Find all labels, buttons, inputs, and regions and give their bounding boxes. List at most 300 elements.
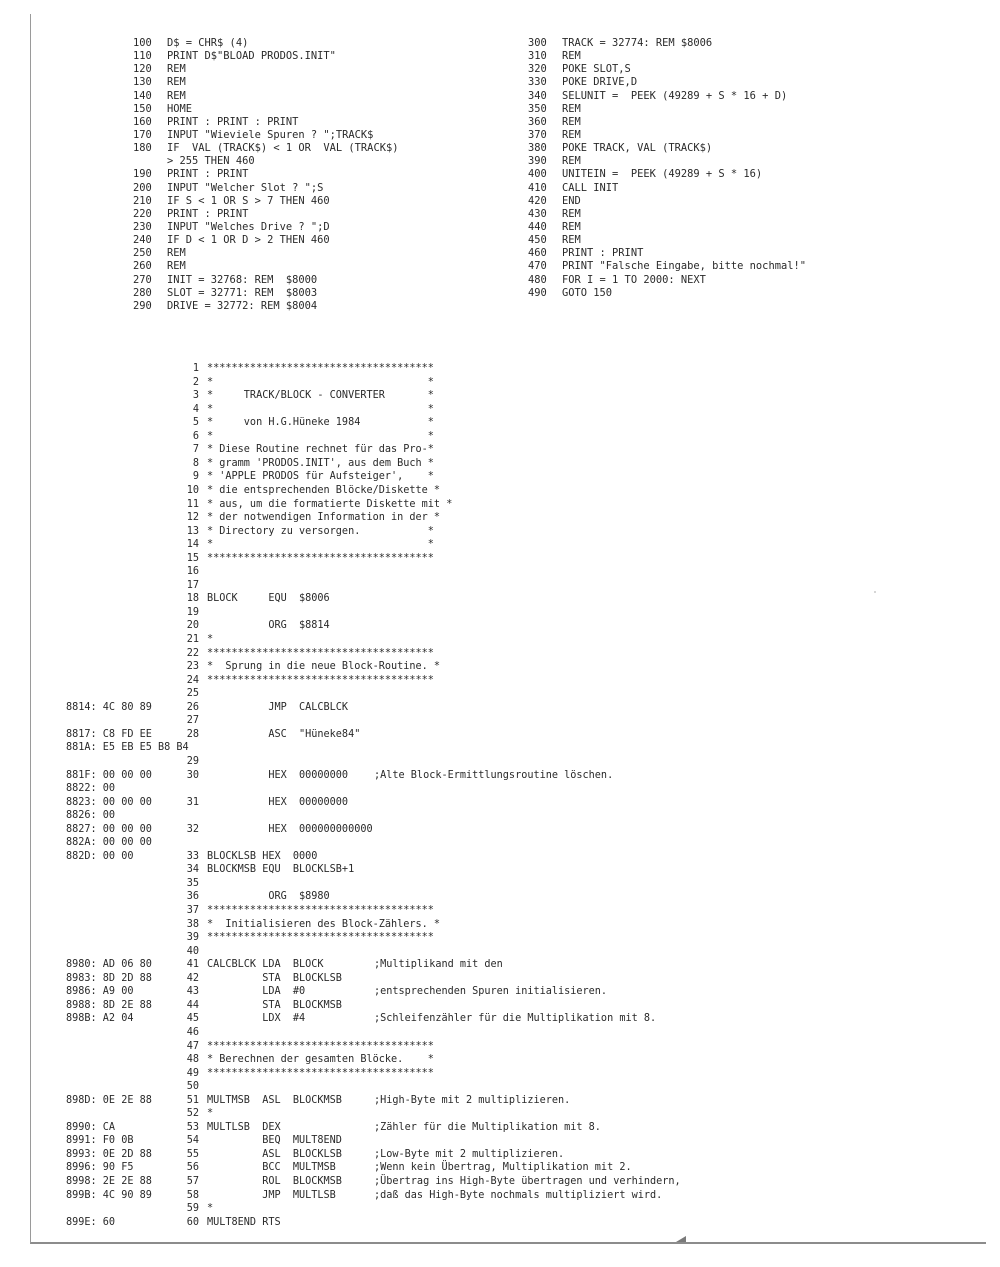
basic-line-text: INPUT "Wieviele Spuren ? ";TRACK$ xyxy=(167,128,374,141)
assembly-line-number: 51 xyxy=(186,1094,199,1106)
assembly-line-number: 7 xyxy=(192,444,199,456)
assembly-address: 899E: 60 xyxy=(66,1216,116,1228)
assembly-row xyxy=(66,485,726,498)
assembly-address: 8998: 2E 2E 88 xyxy=(66,1176,152,1187)
basic-line xyxy=(133,50,398,63)
basic-line xyxy=(133,182,398,195)
assembly-address: 881F: 00 00 00 xyxy=(66,769,152,781)
assembly-line-number: 24 xyxy=(186,674,199,686)
assembly-address: 8826: 00 xyxy=(66,810,116,822)
assembly-source: * 'APPLE PRODOS für Aufsteiger', * xyxy=(207,471,434,483)
assembly-line-number: 45 xyxy=(186,1013,199,1025)
basic-line-number: 250 xyxy=(133,247,152,260)
assembly-source: * aus, um die formatierte Diskette mit * xyxy=(207,498,453,510)
assembly-row xyxy=(66,905,726,918)
basic-line-text: PRINT : PRINT xyxy=(167,168,249,181)
basic-line-number: 430 xyxy=(528,207,547,220)
assembly-source: HEX 000000000000 xyxy=(207,823,373,835)
assembly-line-number: 53 xyxy=(186,1121,199,1133)
basic-line-text: FOR I = 1 TO 2000: NEXT xyxy=(562,273,706,286)
assembly-row xyxy=(66,377,726,390)
assembly-line-number: 4 xyxy=(192,403,199,415)
assembly-line-number: 46 xyxy=(186,1026,199,1038)
basic-line xyxy=(133,247,398,260)
basic-line-number: 370 xyxy=(528,128,547,141)
assembly-address: 8817: C8 FD EE xyxy=(66,728,152,740)
assembly-row xyxy=(66,1149,726,1162)
assembly-line-number: 21 xyxy=(186,634,199,645)
assembly-line-number: 11 xyxy=(186,498,199,510)
assembly-row xyxy=(66,634,726,647)
basic-line-text: CALL INIT xyxy=(562,181,619,194)
assembly-source: * gramm 'PRODOS.INIT', aus dem Buch * xyxy=(207,457,434,469)
assembly-source: JMP CALCBLCK xyxy=(207,701,349,713)
assembly-address: 882A: 00 00 00 xyxy=(66,837,152,849)
assembly-source: BLOCKLSB HEX 0000 xyxy=(207,850,318,862)
basic-line-number: 150 xyxy=(133,102,152,115)
basic-line-text: POKE SLOT,S xyxy=(562,63,631,76)
assembly-line-number: 3 xyxy=(192,390,199,402)
basic-line-text: INPUT "Welches Drive ? ";D xyxy=(167,220,330,233)
basic-line-text: POKE TRACK, VAL (TRACK$) xyxy=(562,142,713,155)
assembly-line-number: 47 xyxy=(186,1040,199,1052)
assembly-comment: ;Schleifenzähler für die Multiplikation mit 8. xyxy=(374,1013,657,1025)
assembly-row xyxy=(66,404,726,417)
assembly-source: * * xyxy=(207,430,434,442)
assembly-comment: ;High-Byte mit 2 multiplizieren. xyxy=(374,1094,571,1106)
assembly-row xyxy=(66,431,726,444)
basic-line-number: 350 xyxy=(528,102,547,115)
basic-line-number: 440 xyxy=(528,220,547,233)
basic-line-number: 280 xyxy=(133,286,152,299)
basic-line-text: REM xyxy=(167,89,186,102)
assembly-source: ORG $8980 xyxy=(207,891,330,903)
basic-line-text: SLOT = 32771: REM $8003 xyxy=(167,286,318,299)
assembly-line-number: 19 xyxy=(186,606,199,618)
assembly-source: * der notwendigen Information in der * xyxy=(207,512,441,524)
assembly-row xyxy=(66,1013,726,1026)
assembly-line-number: 41 xyxy=(186,959,199,971)
assembly-row xyxy=(66,797,726,810)
assembly-row xyxy=(66,932,726,945)
assembly-line-number: 37 xyxy=(186,905,199,916)
assembly-row xyxy=(66,878,726,891)
assembly-source: STA BLOCKLSB xyxy=(207,972,342,984)
assembly-line-number: 49 xyxy=(186,1067,199,1079)
basic-line xyxy=(133,274,398,287)
assembly-row xyxy=(66,512,726,525)
basic-line-text: PRINT "Falsche Eingabe, bitte nochmal!" xyxy=(562,260,806,273)
assembly-comment: ;Wenn kein Übertrag, Multiplikation mit 2. xyxy=(374,1162,632,1174)
basic-line xyxy=(528,103,806,116)
basic-line-number: 270 xyxy=(133,273,152,286)
assembly-comment: ;Low-Byte mit 2 multiplizieren. xyxy=(374,1148,565,1160)
basic-line xyxy=(133,76,398,89)
assembly-line-number: 34 xyxy=(186,864,199,876)
assembly-source: * * xyxy=(207,376,434,388)
assembly-row xyxy=(66,851,726,864)
basic-line-number: 220 xyxy=(133,207,152,220)
assembly-line-number: 60 xyxy=(186,1216,199,1228)
basic-line-text: SELUNIT = PEEK (49289 + S * 16 + D) xyxy=(562,89,788,102)
basic-line-number: 310 xyxy=(528,50,547,63)
basic-line-number: 260 xyxy=(133,260,152,273)
assembly-comment: ;Alte Block-Ermittlungsroutine löschen. xyxy=(374,769,614,781)
basic-line-text: POKE DRIVE,D xyxy=(562,76,638,89)
assembly-source: ************************************* xyxy=(207,905,434,916)
assembly-line-number: 31 xyxy=(186,796,199,808)
assembly-source: BEQ MULT8END xyxy=(207,1135,342,1147)
assembly-line-number: 55 xyxy=(186,1148,199,1160)
assembly-address: 8991: F0 0B xyxy=(66,1135,134,1147)
assembly-row xyxy=(66,675,726,688)
basic-line xyxy=(528,129,806,142)
assembly-line-number: 28 xyxy=(186,728,199,740)
assembly-row xyxy=(66,1095,726,1108)
assembly-source: * Berechnen der gesamten Blöcke. * xyxy=(207,1054,434,1066)
assembly-line-number: 59 xyxy=(186,1203,199,1215)
assembly-row xyxy=(66,688,726,701)
basic-line-number: 460 xyxy=(528,247,547,260)
assembly-source: * * xyxy=(207,403,434,415)
assembly-row xyxy=(66,553,726,566)
assembly-row xyxy=(66,390,726,403)
assembly-line-number: 23 xyxy=(186,661,199,673)
basic-line xyxy=(133,142,398,155)
basic-line xyxy=(528,37,806,50)
assembly-row xyxy=(66,715,726,728)
basic-line xyxy=(528,260,806,273)
assembly-line-number: 40 xyxy=(186,945,199,957)
assembly-row xyxy=(66,526,726,539)
assembly-source: ************************************* xyxy=(207,363,434,374)
basic-line-text: HOME xyxy=(167,102,193,115)
assembly-source: MULT8END RTS xyxy=(207,1216,281,1228)
assembly-address: 8990: CA xyxy=(66,1121,116,1133)
basic-line-text: REM xyxy=(562,155,581,168)
assembly-comment: ;Zähler für die Multiplikation mit 8. xyxy=(374,1121,601,1133)
assembly-line-number: 30 xyxy=(186,769,199,781)
basic-line-text: REM xyxy=(562,234,581,247)
assembly-row xyxy=(66,742,726,755)
basic-line-number: 410 xyxy=(528,181,547,194)
assembly-row xyxy=(66,959,726,972)
assembly-row xyxy=(66,471,726,484)
assembly-source: * xyxy=(207,1203,214,1215)
basic-line-number: 160 xyxy=(133,115,152,128)
assembly-comment: ;entsprechenden Spuren initialisieren. xyxy=(374,986,608,998)
basic-line-text: INPUT "Welcher Slot ? ";S xyxy=(167,181,324,194)
assembly-line-number: 42 xyxy=(186,972,199,984)
assembly-source: MULTMSB ASL BLOCKMSB xyxy=(207,1094,342,1106)
basic-line-text: REM xyxy=(562,128,581,141)
assembly-address: 8993: 0E 2D 88 xyxy=(66,1148,152,1160)
assembly-line-number: 27 xyxy=(186,715,199,727)
basic-line-number: 240 xyxy=(133,234,152,247)
assembly-line-number: 44 xyxy=(186,999,199,1011)
basic-line-number: 210 xyxy=(133,194,152,207)
basic-listing-right xyxy=(528,37,806,300)
basic-line xyxy=(133,37,398,50)
basic-line xyxy=(133,234,398,247)
assembly-row xyxy=(66,729,726,742)
basic-line-text: REM xyxy=(562,115,581,128)
assembly-line-number: 48 xyxy=(186,1054,199,1066)
assembly-row xyxy=(66,986,726,999)
basic-line-number: 190 xyxy=(133,168,152,181)
assembly-row xyxy=(66,566,726,579)
assembly-line-number: 12 xyxy=(186,512,199,524)
assembly-row xyxy=(66,973,726,986)
basic-line-text: REM xyxy=(167,260,186,273)
assembly-row xyxy=(66,661,726,674)
assembly-line-number: 39 xyxy=(186,932,199,944)
assembly-address: 8823: 00 00 00 xyxy=(66,796,152,808)
assembly-row xyxy=(66,580,726,593)
assembly-source: LDX #4 xyxy=(207,1013,306,1025)
assembly-row xyxy=(66,1041,726,1054)
assembly-address: 898B: A2 04 xyxy=(66,1013,134,1025)
assembly-source: * TRACK/BLOCK - CONVERTER * xyxy=(207,390,434,402)
basic-line-number: 450 xyxy=(528,234,547,247)
basic-line xyxy=(528,195,806,208)
basic-line-number: 140 xyxy=(133,89,152,102)
assembly-row xyxy=(66,919,726,932)
basic-line xyxy=(528,221,806,234)
assembly-source: * xyxy=(207,1108,214,1120)
basic-line-number: 200 xyxy=(133,181,152,194)
assembly-line-number: 16 xyxy=(186,566,199,578)
assembly-source: BLOCK EQU $8006 xyxy=(207,593,330,605)
basic-line-number: 170 xyxy=(133,128,152,141)
assembly-row xyxy=(66,1176,726,1189)
basic-line xyxy=(133,208,398,221)
basic-line xyxy=(133,103,398,116)
assembly-line-number: 17 xyxy=(186,579,199,591)
assembly-row xyxy=(66,702,726,715)
basic-line-number: 120 xyxy=(133,63,152,76)
basic-line xyxy=(133,260,398,273)
assembly-source: CALCBLCK LDA BLOCK xyxy=(207,959,324,971)
assembly-row xyxy=(66,607,726,620)
assembly-source: ************************************* xyxy=(207,647,434,659)
basic-line xyxy=(133,287,398,300)
assembly-comment: ;Übertrag ins High-Byte übertragen und verhindern, xyxy=(374,1176,681,1187)
assembly-line-number: 38 xyxy=(186,918,199,930)
basic-line-number: 420 xyxy=(528,194,547,207)
basic-line-number: 340 xyxy=(528,89,547,102)
basic-line-number: 180 xyxy=(133,142,152,155)
assembly-source: ASC "Hüneke84" xyxy=(207,728,361,740)
assembly-source: HEX 00000000 xyxy=(207,796,349,808)
assembly-row xyxy=(66,1162,726,1175)
basic-line-number: 400 xyxy=(528,168,547,181)
assembly-source: * Diese Routine rechnet für das Pro-* xyxy=(207,444,434,456)
assembly-line-number: 1 xyxy=(192,363,199,374)
assembly-address: 8986: A9 00 xyxy=(66,986,134,998)
basic-line xyxy=(528,287,806,300)
assembly-row xyxy=(66,444,726,457)
assembly-comment: ;daß das High-Byte nochmals multipliziert wird. xyxy=(374,1189,663,1201)
basic-line-number: 490 xyxy=(528,286,547,299)
assembly-address: 8822: 00 xyxy=(66,783,116,795)
basic-line-number: 470 xyxy=(528,260,547,273)
assembly-row xyxy=(66,1122,726,1135)
assembly-row xyxy=(66,810,726,823)
assembly-line-number: 54 xyxy=(186,1135,199,1147)
assembly-row xyxy=(66,648,726,661)
assembly-address: 8814: 4C 80 89 xyxy=(66,701,152,713)
assembly-row xyxy=(66,539,726,552)
basic-line-number: 330 xyxy=(528,76,547,89)
basic-line xyxy=(133,116,398,129)
assembly-row xyxy=(66,1135,726,1148)
assembly-line-number: 18 xyxy=(186,593,199,605)
assembly-row xyxy=(66,593,726,606)
assembly-source: STA BLOCKMSB xyxy=(207,999,342,1011)
basic-line-text: REM xyxy=(562,102,581,115)
basic-line-text: END xyxy=(562,194,581,207)
basic-line xyxy=(133,300,398,313)
basic-line-number: 390 xyxy=(528,155,547,168)
basic-line xyxy=(528,142,806,155)
basic-line-text: REM xyxy=(167,76,186,89)
assembly-address: 8827: 00 00 00 xyxy=(66,823,152,835)
assembly-line-number: 22 xyxy=(186,647,199,659)
assembly-source: ORG $8814 xyxy=(207,620,330,632)
basic-line xyxy=(528,234,806,247)
assembly-row xyxy=(66,1190,726,1203)
basic-line-number: 480 xyxy=(528,273,547,286)
assembly-line-number: 43 xyxy=(186,986,199,998)
basic-line-number: 360 xyxy=(528,115,547,128)
assembly-source: ************************************* xyxy=(207,1040,434,1052)
assembly-source: ************************************* xyxy=(207,932,434,944)
assembly-line-number: 5 xyxy=(192,417,199,429)
assembly-line-number: 2 xyxy=(192,376,199,388)
scan-speck xyxy=(874,591,876,593)
assembly-line-number: 35 xyxy=(186,877,199,889)
assembly-line-number: 57 xyxy=(186,1176,199,1187)
basic-line-text: REM xyxy=(167,247,186,260)
assembly-source: MULTLSB DEX xyxy=(207,1121,281,1133)
assembly-line-number: 52 xyxy=(186,1108,199,1120)
assembly-line-number: 29 xyxy=(186,755,199,767)
assembly-row xyxy=(66,770,726,783)
basic-line xyxy=(528,76,806,89)
assembly-line-number: 50 xyxy=(186,1081,199,1093)
assembly-line-number: 10 xyxy=(186,484,199,496)
assembly-line-number: 15 xyxy=(186,552,199,564)
basic-line-text: REM xyxy=(562,207,581,220)
assembly-source: * xyxy=(207,634,214,645)
assembly-address: 882D: 00 00 xyxy=(66,850,134,862)
basic-line xyxy=(528,50,806,63)
assembly-line-number: 56 xyxy=(186,1162,199,1174)
assembly-line-number: 20 xyxy=(186,620,199,632)
basic-line-text: REM xyxy=(562,50,581,63)
basic-line xyxy=(528,247,806,260)
assembly-source: * Initialisieren des Block-Zählers. * xyxy=(207,918,441,930)
basic-line-number: 320 xyxy=(528,63,547,76)
basic-listing-left xyxy=(133,37,398,313)
assembly-row xyxy=(66,1203,726,1216)
assembly-row xyxy=(66,837,726,850)
assembly-row xyxy=(66,1068,726,1081)
assembly-row xyxy=(66,891,726,904)
assembly-line-number: 9 xyxy=(192,471,199,483)
basic-line-number: 130 xyxy=(133,76,152,89)
basic-line-text: > 255 THEN 460 xyxy=(167,155,255,168)
basic-line xyxy=(528,116,806,129)
basic-line-text: DRIVE = 32772: REM $8004 xyxy=(167,299,318,312)
assembly-row xyxy=(66,458,726,471)
assembly-row xyxy=(66,620,726,633)
assembly-address: 881A: E5 EB E5 B8 B4 xyxy=(66,742,189,754)
basic-line-text: UNITEIN = PEEK (49289 + S * 16) xyxy=(562,168,763,181)
assembly-source: HEX 00000000 xyxy=(207,769,349,781)
basic-line-text: PRINT : PRINT : PRINT xyxy=(167,115,299,128)
basic-line xyxy=(133,168,398,181)
basic-line xyxy=(528,168,806,181)
assembly-source: LDA #0 xyxy=(207,986,306,998)
assembly-line-number: 33 xyxy=(186,850,199,862)
assembly-source: * Sprung in die neue Block-Routine. * xyxy=(207,661,441,673)
basic-line xyxy=(133,221,398,234)
basic-line xyxy=(133,129,398,142)
assembly-address: 899B: 4C 90 89 xyxy=(66,1189,152,1201)
basic-line xyxy=(528,274,806,287)
basic-line-number: 300 xyxy=(528,37,547,49)
assembly-source: BCC MULTMSB xyxy=(207,1162,336,1174)
assembly-line-number: 32 xyxy=(186,823,199,835)
basic-line-number: 230 xyxy=(133,220,152,233)
assembly-row xyxy=(66,864,726,877)
basic-line xyxy=(133,155,398,168)
basic-line xyxy=(528,155,806,168)
assembly-line-number: 58 xyxy=(186,1189,199,1201)
basic-line-text: INIT = 32768: REM $8000 xyxy=(167,273,318,286)
basic-line-text: IF D < 1 OR D > 2 THEN 460 xyxy=(167,234,330,247)
assembly-line-number: 36 xyxy=(186,891,199,903)
assembly-address: 8988: 8D 2E 88 xyxy=(66,999,152,1011)
basic-line-text: GOTO 150 xyxy=(562,286,613,299)
assembly-row xyxy=(66,946,726,959)
basic-line-text: IF VAL (TRACK$) < 1 OR VAL (TRACK$) xyxy=(167,142,399,155)
assembly-source: ASL BLOCKLSB xyxy=(207,1148,342,1160)
assembly-row xyxy=(66,1081,726,1094)
basic-line-text: TRACK = 32774: REM $8006 xyxy=(562,37,713,49)
basic-line-number: 110 xyxy=(133,50,152,63)
assembly-source: ROL BLOCKMSB xyxy=(207,1176,342,1187)
basic-line xyxy=(528,208,806,221)
assembly-row xyxy=(66,417,726,430)
basic-line xyxy=(133,63,398,76)
assembly-comment: ;Multiplikand mit den xyxy=(374,959,503,971)
basic-line xyxy=(133,90,398,103)
assembly-row xyxy=(66,1217,726,1230)
assembly-line-number: 14 xyxy=(186,539,199,551)
assembly-row xyxy=(66,1108,726,1121)
assembly-line-number: 13 xyxy=(186,525,199,537)
assembly-line-number: 26 xyxy=(186,701,199,713)
assembly-source: JMP MULTLSB xyxy=(207,1189,336,1201)
assembly-row xyxy=(66,824,726,837)
assembly-row xyxy=(66,363,726,376)
basic-line-number: 290 xyxy=(133,299,152,312)
assembly-source: * * xyxy=(207,539,434,551)
assembly-source: * von H.G.Hüneke 1984 * xyxy=(207,417,434,429)
